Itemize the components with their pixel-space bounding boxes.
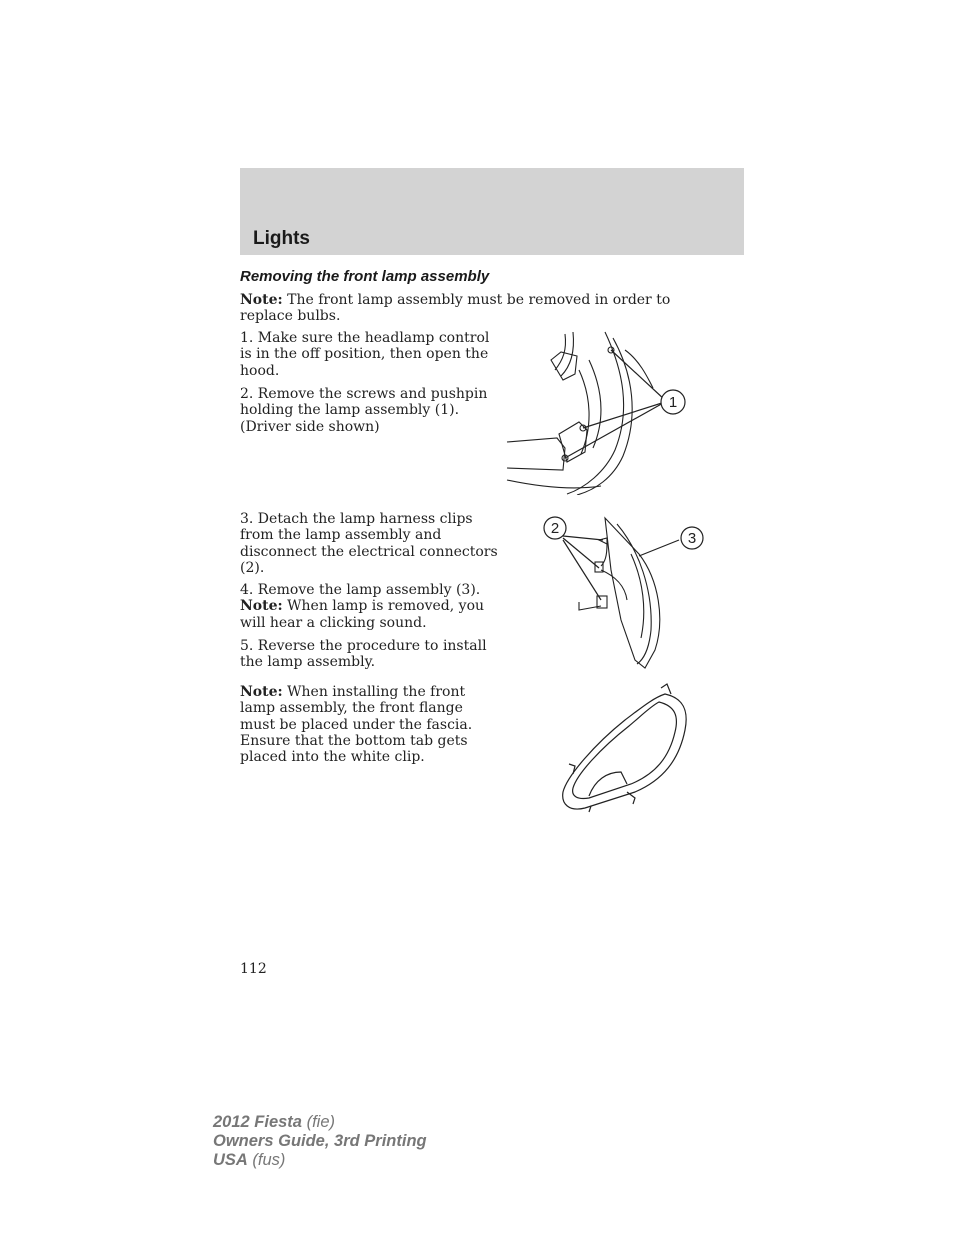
callout-1: 1 <box>668 394 678 411</box>
step-2: 2. Remove the screws and pushpin holding the lamp assembly (1). (Driver side shown) <box>240 386 488 435</box>
footer-market-code: (fus) <box>247 1151 286 1169</box>
footer-market: USA <box>213 1151 248 1169</box>
subheading: Removing the front lamp assembly <box>240 268 490 285</box>
note-bottom <box>240 684 502 765</box>
callout-3: 3 <box>687 530 697 547</box>
footer <box>213 1113 427 1170</box>
figure-lamp-screws <box>505 330 705 495</box>
footer-guide: Owners Guide, 3rd Printing <box>213 1132 427 1150</box>
note-text: The front lamp assembly must be removed in order to replace bulbs. <box>240 292 671 325</box>
step-4-note-label: Note: <box>240 598 283 615</box>
step-5: 5. Reverse the procedure to install the lamp assembly. <box>240 638 487 671</box>
note-bottom-label: Note: <box>240 684 283 700</box>
step-4 <box>240 582 502 631</box>
footer-model: 2012 Fiesta <box>213 1113 302 1131</box>
footer-line-1 <box>213 1113 427 1132</box>
note-top <box>240 292 720 325</box>
step-1: 1. Make sure the headlamp control is in the off position, then open the hood. <box>240 330 490 379</box>
section-header-band <box>240 168 744 255</box>
section-title: Lights <box>253 228 310 249</box>
step-3: 3. Detach the lamp harness clips from the lamp assembly and disconnect the electrical connectors (2). <box>240 511 498 576</box>
footer-model-code: (fie) <box>301 1113 335 1131</box>
step-4-text: 4. Remove the lamp assembly (3). <box>240 582 481 598</box>
step-4-note-text: When lamp is removed, you will hear a clicking sound. <box>240 598 485 631</box>
footer-line-3 <box>213 1151 427 1170</box>
footer-line-2 <box>213 1132 427 1151</box>
callout-2: 2 <box>550 520 560 537</box>
figure-lamp-assembly <box>555 680 700 815</box>
figure-lamp-connectors <box>535 510 715 675</box>
note-bottom-text: When installing the front lamp assembly, the front flange must be placed under the fascia. Ensure that the bottom tab gets placed into the white clip. <box>240 684 473 766</box>
note-label: Note: <box>240 292 283 308</box>
page-number: 112 <box>240 961 267 977</box>
